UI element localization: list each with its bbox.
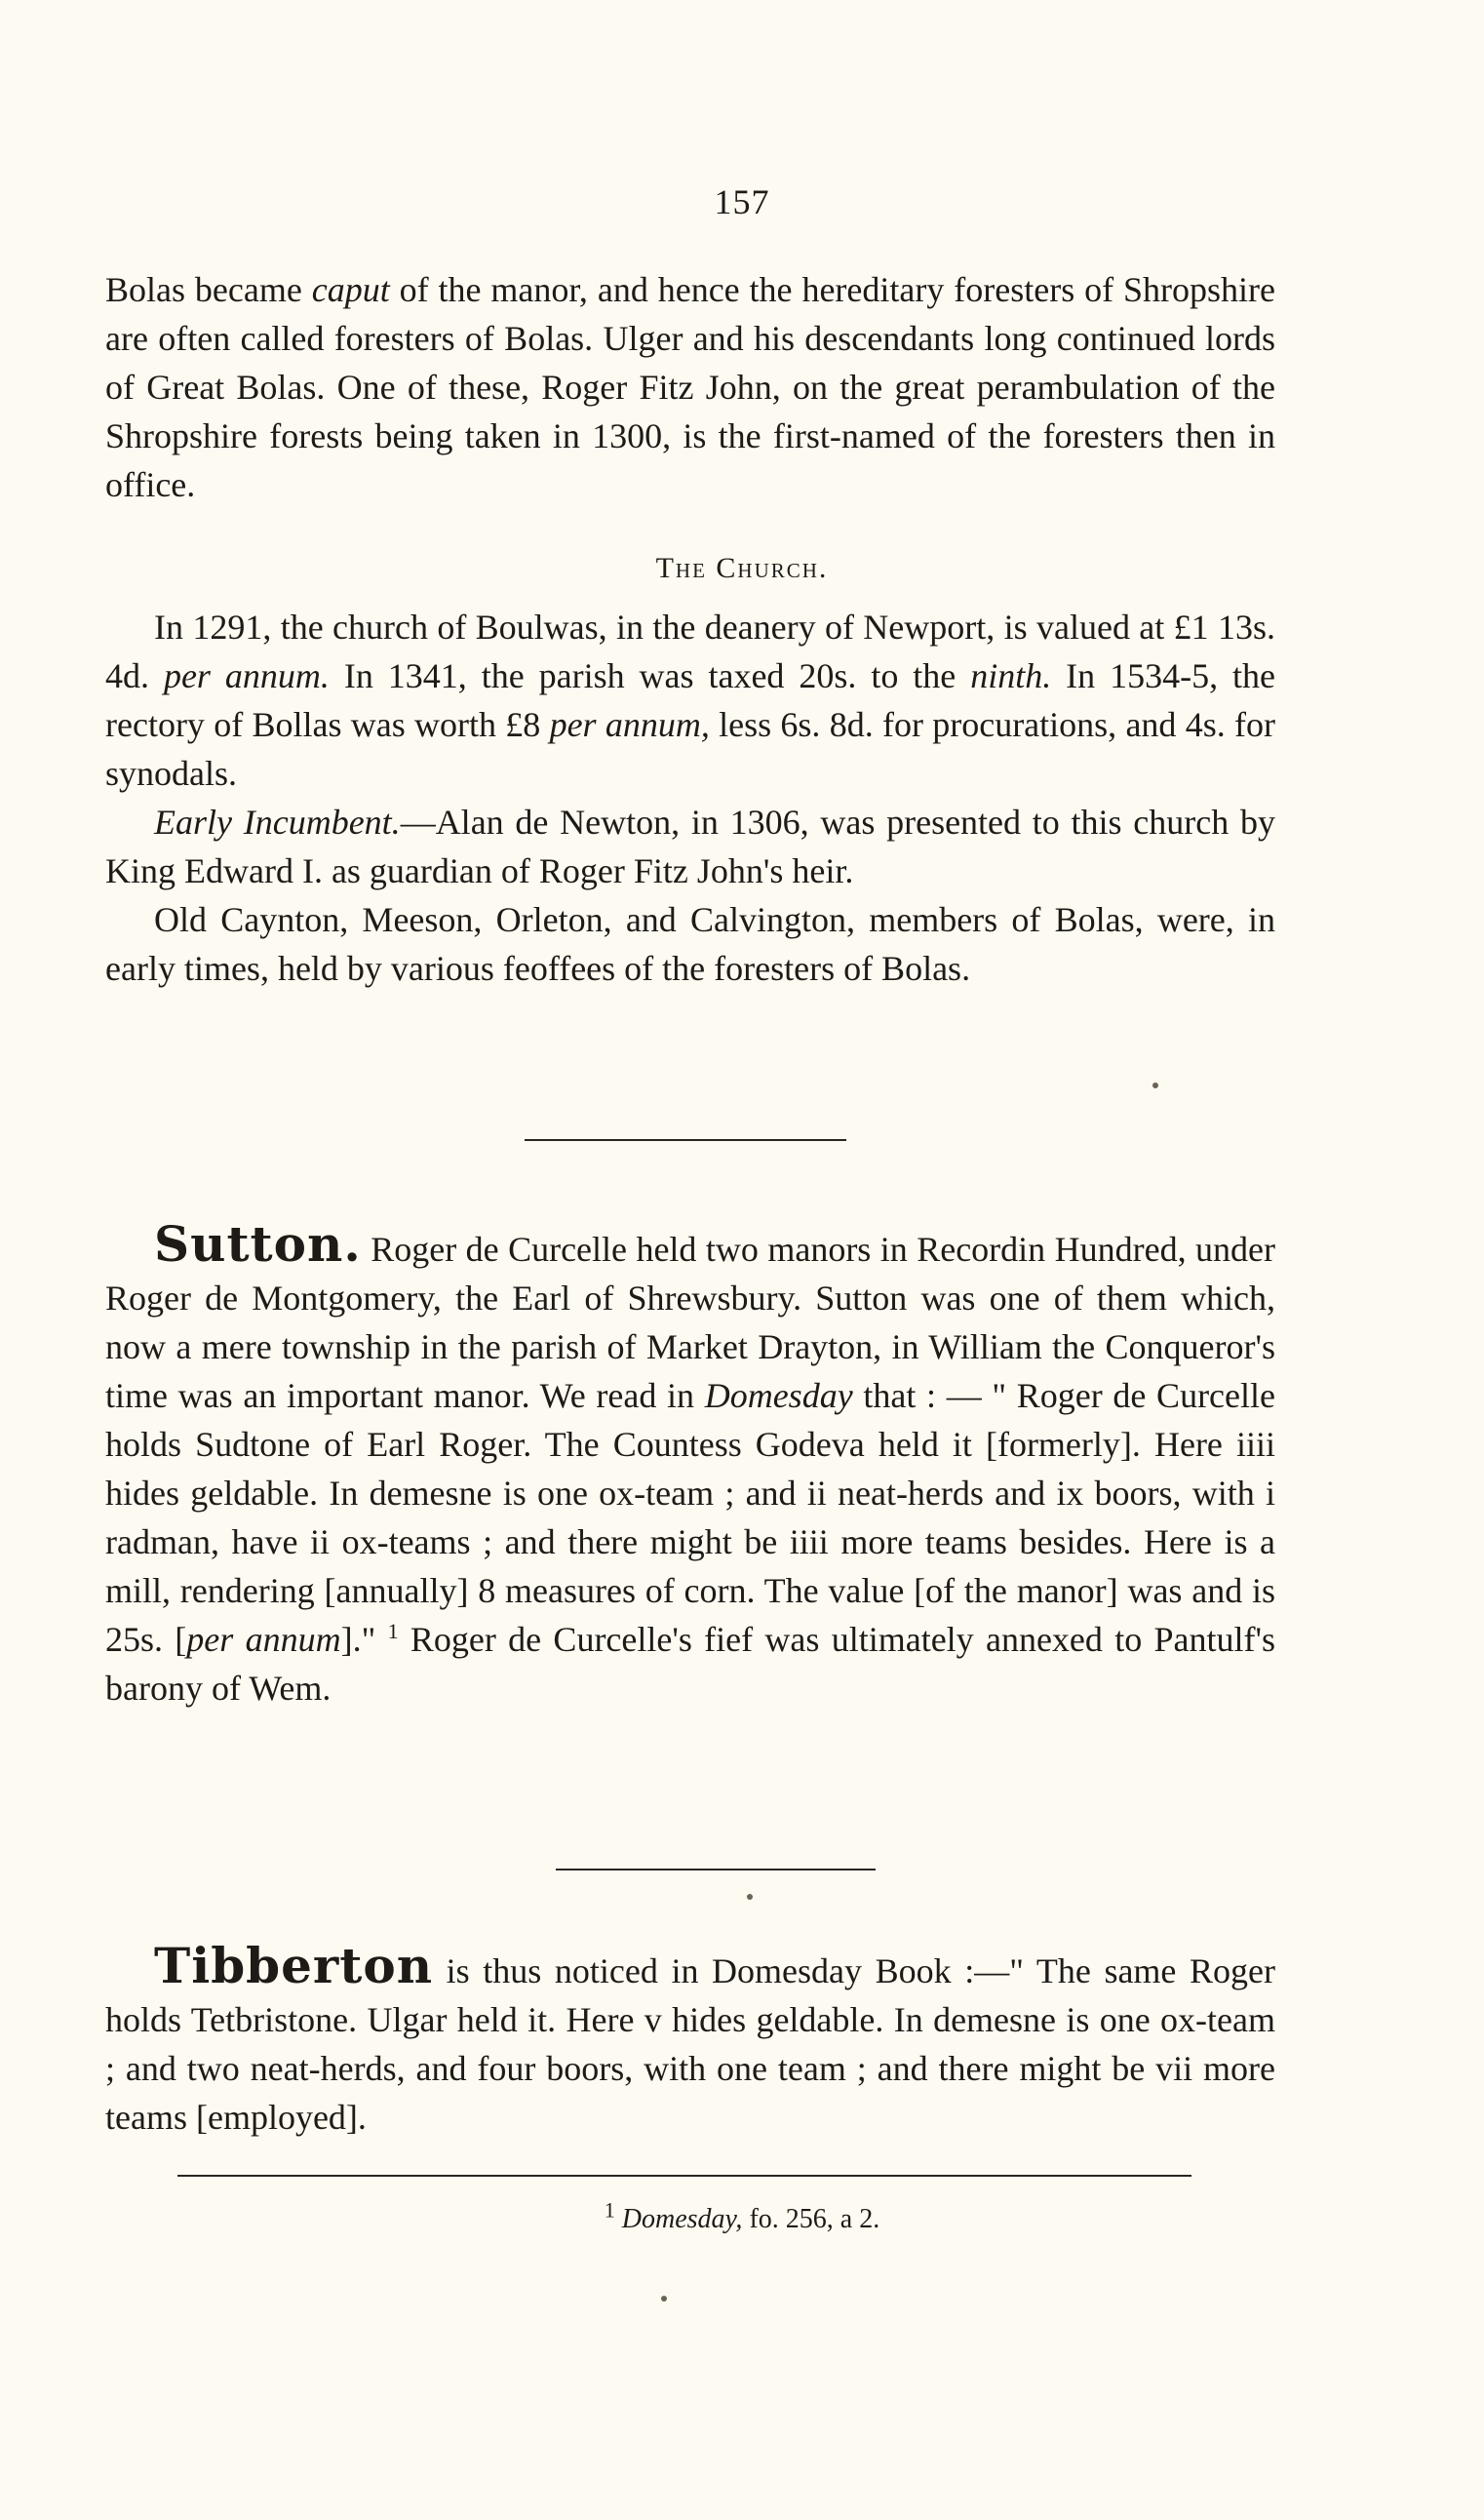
church-section <box>105 603 1275 993</box>
tibberton-text-a: is thus noticed in Domesday Book :—" The same Roger holds Tetbristone. Ulgar held it. Here v hides geldable. In demesne is one ox-team ; and two neat-herds, and four boors, with one team ; and there might be vii more teams [employed]. <box>105 1951 1275 2137</box>
tibberton-section <box>105 1937 1275 2142</box>
ink-speck <box>661 2296 667 2302</box>
church-text-e: In 1534-5, the rectory of Bollas was worth £8 <box>105 656 1276 744</box>
church-text-c: In 1341, the parish was taxed 20s. to the <box>329 656 971 695</box>
ink-speck <box>747 1894 753 1900</box>
tibberton-title: Tibberton <box>154 1937 434 1994</box>
church-heading: The Church. <box>655 552 829 584</box>
sutton-text-a: Roger de Curcelle held two manors in Recordin Hundred, under Roger de Montgomery, the Earl of Shrewsbury. Sutton was one of them which, now a mere township in the parish of Market Drayton, in William the Conqueror's time was an important manor. We read in <box>105 1230 1275 1415</box>
page-number: 157 <box>714 182 770 221</box>
footnote-reference: 1 <box>387 1619 399 1643</box>
ink-speck <box>1152 1083 1158 1088</box>
church-text-italic-f: per annum, <box>549 705 710 744</box>
footnote-text: fo. 256, a 2. <box>742 2204 880 2234</box>
church-paragraph-incumbent <box>105 798 1275 895</box>
sutton-text-c: that : — " Roger de Curcelle holds Sudtone of Earl Roger. The Countess Godeva held it [formerly]. Here iiii hides geldable. In demesne is one ox-team ; and ii neat-herds and ix boors, with i radman, have ii ox-teams ; and there might be iiii more teams besides. Here is a mill, rendering [annually] 8 measures of corn. The value [of the manor] was and is 25s. [ <box>105 1376 1275 1659</box>
section-divider-1 <box>525 1139 846 1141</box>
church-paragraph-valuation <box>105 603 1275 798</box>
sutton-text-f: Roger de Curcelle's fief was ultimately annexed to Pantulf's barony of Wem. <box>105 1620 1275 1708</box>
footnote-rule <box>177 2175 1191 2177</box>
incumbent-text: —Alan de Newton, in 1306, was presented to this church by King Edward I. as guardian of Roger Fitz John's heir. <box>105 803 1275 890</box>
church-text-a: In 1291, the church of Boulwas, in the deanery of Newport, is valued at £1 13s. 4d. <box>105 608 1275 695</box>
church-paragraph-members: Old Caynton, Meeson, Orleton, and Calvington, members of Bolas, were, in early times, held by various feoffees of the foresters of Bolas. <box>105 900 1275 988</box>
sutton-text-italic-d: per annum <box>186 1620 341 1659</box>
intro-paragraph <box>105 265 1275 509</box>
footnote-source: Domesday, <box>621 2204 743 2234</box>
intro-text-c: of the manor, and hence the hereditary foresters of Shropshire are often called foresters of Bolas. Ulger and his descendants long continued lords of Great Bolas. One of these, Roger Fitz John, on the great perambulation of the Shropshire forests being taken in 1300, is the first-named of the foresters then in office. <box>105 270 1275 504</box>
sutton-title: Sutton. <box>154 1215 362 1273</box>
incumbent-label: Early Incumbent. <box>154 803 401 842</box>
tibberton-paragraph <box>105 1937 1275 2142</box>
sutton-paragraph <box>105 1215 1275 1713</box>
church-text-g: less 6s. 8d. for procurations, and 4s. for synodals. <box>105 705 1275 793</box>
church-text-italic-b: per annum. <box>163 656 330 695</box>
intro-text-italic: caput <box>311 270 390 309</box>
footnote <box>0 2197 1484 2239</box>
sutton-text-italic-b: Domesday <box>704 1376 853 1415</box>
section-divider-2 <box>556 1869 876 1870</box>
footnote-marker: 1 <box>604 2197 615 2223</box>
intro-section <box>105 265 1275 509</box>
sutton-section <box>105 1215 1275 1713</box>
church-text-italic-d: ninth. <box>970 656 1052 695</box>
sutton-text-e: ]." <box>340 1620 388 1659</box>
intro-text-a: Bolas became <box>105 270 312 309</box>
